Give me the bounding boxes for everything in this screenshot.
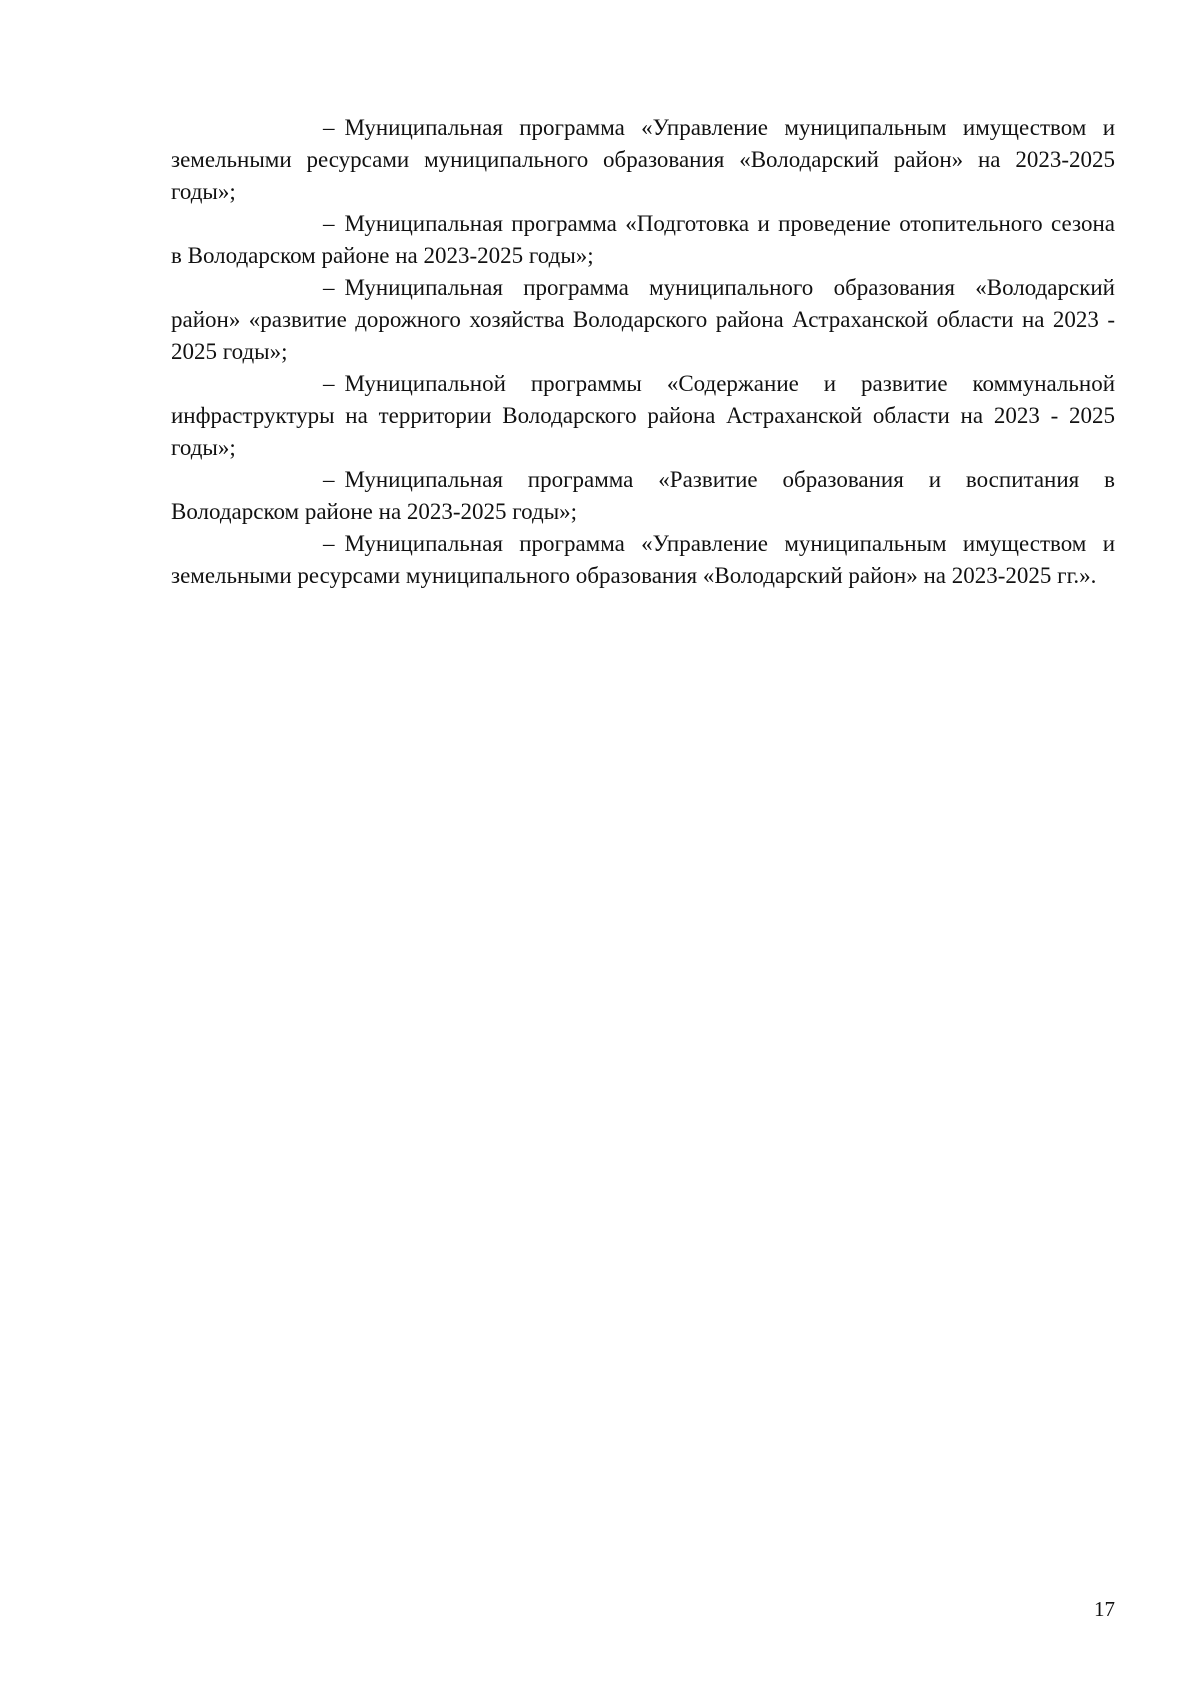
- list-dash: –: [323, 371, 335, 396]
- page-number: 17: [1094, 1597, 1115, 1621]
- list-item-text: Муниципальной программы «Содержание и развитие коммунальной инфраструктуры на территории Володарского района Астраханской области на 2023 - 2025 годы»;: [171, 371, 1115, 460]
- list-item-text: Муниципальная программа «Подготовка и проведение отопительного сезона в Володарском районе на 2023-2025 годы»;: [171, 211, 1115, 268]
- list-item: [171, 464, 1115, 528]
- program-list: [171, 112, 1115, 592]
- list-dash: –: [323, 467, 335, 492]
- list-item: [171, 528, 1115, 592]
- list-dash: –: [323, 211, 335, 236]
- list-item-text: Муниципальная программа «Развитие образования и воспитания в Володарском районе на 2023-2025 годы»;: [171, 467, 1115, 524]
- list-item-text: Муниципальная программа «Управление муниципальным имуществом и земельными ресурсами муниципального образования «Володарский район» на 2023-2025 гг.».: [171, 531, 1115, 588]
- list-item: [171, 368, 1115, 464]
- list-item: [171, 112, 1115, 208]
- list-item-text: Муниципальная программа муниципального образования «Володарский район» «развитие дорожного хозяйства Володарского района Астраханской области на 2023 - 2025 годы»;: [171, 275, 1115, 364]
- list-dash: –: [323, 275, 335, 300]
- list-dash: –: [323, 531, 335, 556]
- list-item-text: Муниципальная программа «Управление муниципальным имуществом и земельными ресурсами муниципального образования «Володарский район» на 2023-2025 годы»;: [171, 115, 1115, 204]
- list-item: [171, 208, 1115, 272]
- list-item: [171, 272, 1115, 368]
- list-dash: –: [323, 115, 335, 140]
